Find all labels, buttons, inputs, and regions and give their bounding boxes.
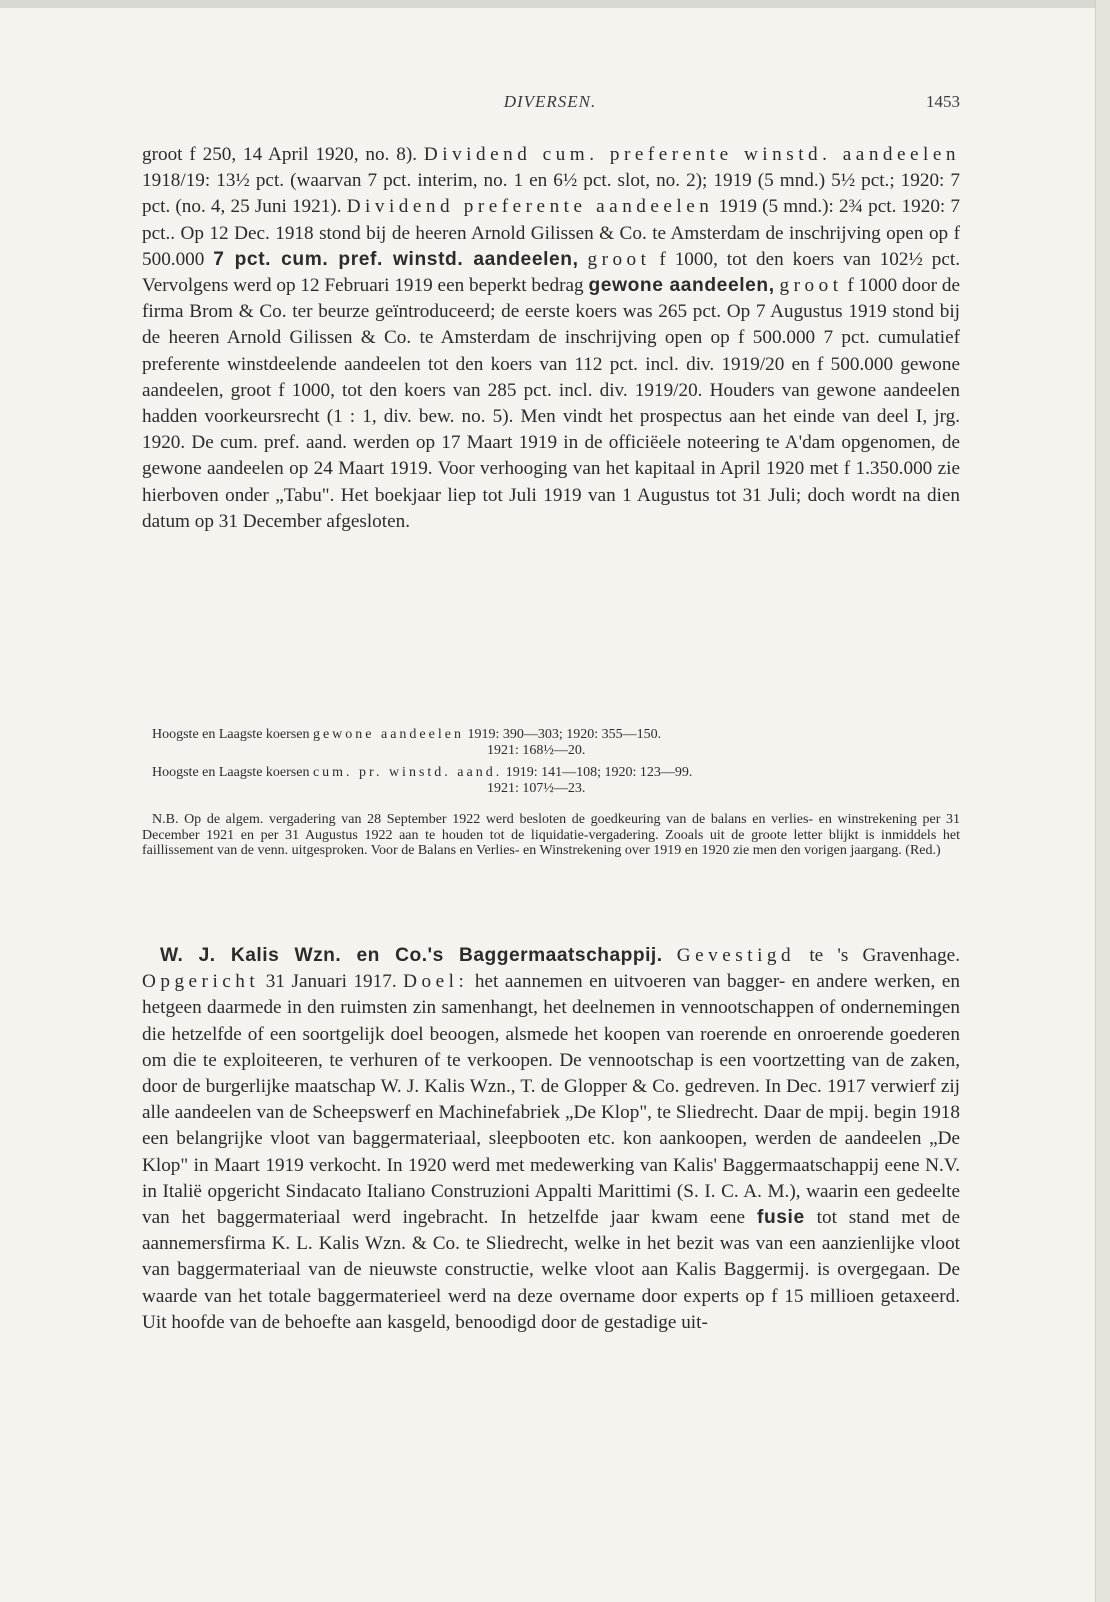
price-ranges: [142, 727, 960, 803]
spaced-term: cum. pr. winstd. aand.: [312, 765, 503, 780]
company-entry: [142, 943, 960, 1336]
spaced-heading: Dividend preferente aandeelen: [346, 196, 714, 218]
bold-share-class: 7 pct. cum. pref. winstd. aandeelen,: [213, 248, 579, 270]
running-head: DIVERSEN.: [503, 92, 597, 111]
text-run: Hoogste en Laagste koersen: [152, 765, 313, 780]
spaced-label: Doel:: [403, 971, 469, 993]
spaced-label: Opgericht: [142, 971, 260, 993]
text-run: 1918/19: 13½ pct. (waarvan 7 pct. interim, no. 1 en 6½ pct. slot, no. 2); 1919 (5 mnd.) 5½ pct.; 1920: 7 pct. (no. 4, 25 Juni 1921).: [142, 170, 960, 218]
text-run: te 's Gravenhage.: [795, 945, 960, 966]
text-run: [663, 945, 677, 966]
bold-term: fusie: [756, 1207, 805, 1229]
price-range-row: [142, 765, 960, 797]
company-paragraph: [142, 943, 960, 1336]
article-paragraph: [142, 142, 960, 535]
text-run: tot stand met de aannemersfirma K. L. Kalis Wzn. & Co. te Sliedrecht, welke in het bezit was van een aanzienlijke vloot van baggermateriaal van de nieuwste constructie, welke vloot aan Kalis Baggermij. is overgegaan. De waarde van het totale baggermaterieel werd na deze overname door experts op f 15 millioen getaxeerd. Uit hoofde van de behoefte aan kasgeld, benoodigd door de gestadige uit-: [142, 1207, 960, 1333]
article-continuation: [142, 142, 960, 535]
text-run: f 1000 door de firma Brom & Co. ter beurze geïntroduceerd; de eerste koers was 265 pct. Op 7 Augustus 1919 stond bij de heeren Arnold Gilissen & Co. te Amsterdam de inschrijving open op f 500.000 7 pct. cumulatief preferente winstdeelende aandeelen tot den koers van 112 pct. incl. div. 1919/20 en f 500.000 gewone aandeelen, groot f 1000, tot den koers van 285 pct. incl. div. 1919/20. Houders van gewone aandeelen hadden voorkeursrecht (1 : 1, div. bew. no. 5). Men vindt het prospectus aan het einde van deel I, jrg. 1920. De cum. pref. aand. werden op 17 Maart 1919 in de officiëele noteering te A'dam opgenomen, de gewone aandeelen op 24 Maart 1919. Voor verhooging van het kapitaal in April 1920 met f 1.350.000 zie hierboven onder „Tabu". Het boekjaar liep tot Juli 1919 van 1 Augustus tot 31 Juli; doch wordt na dien datum op 31 December afgesloten.: [142, 275, 961, 532]
text-run: groot f 250, 14 April 1920, no. 8).: [142, 144, 424, 165]
text-run: Hoogste en Laagste koersen: [152, 727, 313, 742]
scan-top-edge: [0, 0, 1110, 8]
price-range-line: [142, 727, 960, 743]
price-values-continued: 1921: 107½—23.: [487, 781, 586, 796]
price-values-continued: 1921: 168½—20.: [487, 743, 586, 758]
spaced-term: gewone aandeelen: [312, 727, 464, 742]
company-name: W. J. Kalis Wzn. en Co.'s Baggermaatschappij.: [160, 945, 663, 966]
price-range-line: [142, 765, 960, 781]
note-text: N.B. Op de algem. vergadering van 28 September 1922 werd besloten de goedkeuring van de balans en verlies- en winstrekening per 31 December 1921 en per 31 Augustus 1922 aan te houden tot de liquidatie-vergadering. Zooals uit de groote letter blijkt is inmiddels het faillissement van de venn. uitgesproken. Voor de Balans en Verlies- en Winstrekening over 1919 en 1920 zie men den vorigen jaargang. (Red.): [142, 812, 960, 858]
page-header: [140, 92, 960, 120]
spaced-heading: Dividend cum. preferente winstd. aandeelen: [423, 144, 960, 165]
spaced-word: groot: [587, 248, 651, 270]
text-run: 31 Januari 1917.: [259, 971, 404, 993]
spaced-label: Gevestigd: [676, 945, 796, 966]
text-run: f 1000, tot den koers van 102½ pct. Vervolgens werd op 12 Februari 1919 een beperkt bedrag: [142, 248, 961, 297]
price-values: 1919: 390—303; 1920: 355—150.: [463, 727, 662, 742]
spaced-word: groot: [779, 275, 843, 297]
price-values: 1919: 141—108; 1920: 123—99.: [502, 765, 693, 780]
editorial-note: [142, 812, 960, 859]
text-run: het aannemen en uitvoeren van bagger- en andere werken, en hetgeen daarmede in den ruimsten zin samenhangt, het deelnemen in vennootschappen of ondernemingen die hetzelfde of een soortgelijk doel beoogen, alsmede het koopen van roerende en onroerende goederen om die te exploiteeren, te verhuren of te verkoopen. De vennootschap is een voortzetting van de zaken, door de burgerlijke maatschap W. J. Kalis Wzn., T. de Glopper & Co. gedreven. In Dec. 1917 verwierf zij alle aandeelen van de Scheepswerf en Machinefabriek „De Klop", te Sliedrecht. Daar de mpij. begin 1918 een belangrijke vloot van baggermateriaal, sleepbooten etc. kon aankoopen, werden de aandeelen „De Klop" in Maart 1919 verkocht. In 1920 werd met medewerking van Kalis' Baggermaatschappij eene N.V. in Italië opgericht Sindacato Italiano Construzioni Appalti Marittimi (S. I. C. A. M.), waarin een gedeelte van het baggermateriaal werd ingebracht. In hetzelfde jaar kwam eene: [142, 971, 960, 1229]
page-number: 1453: [926, 92, 960, 111]
scan-right-edge: [1095, 0, 1110, 1602]
text-run: 1919 (5 mnd.): 2¾ pct. 1920: 7 pct.. Op 12 Dec. 1918 stond bij de heeren Arnold Gilissen & Co. te Amsterdam de inschrijving open op f 500.000: [142, 196, 960, 270]
bold-share-class: gewone aandeelen,: [588, 275, 775, 297]
price-range-row: [142, 727, 960, 759]
